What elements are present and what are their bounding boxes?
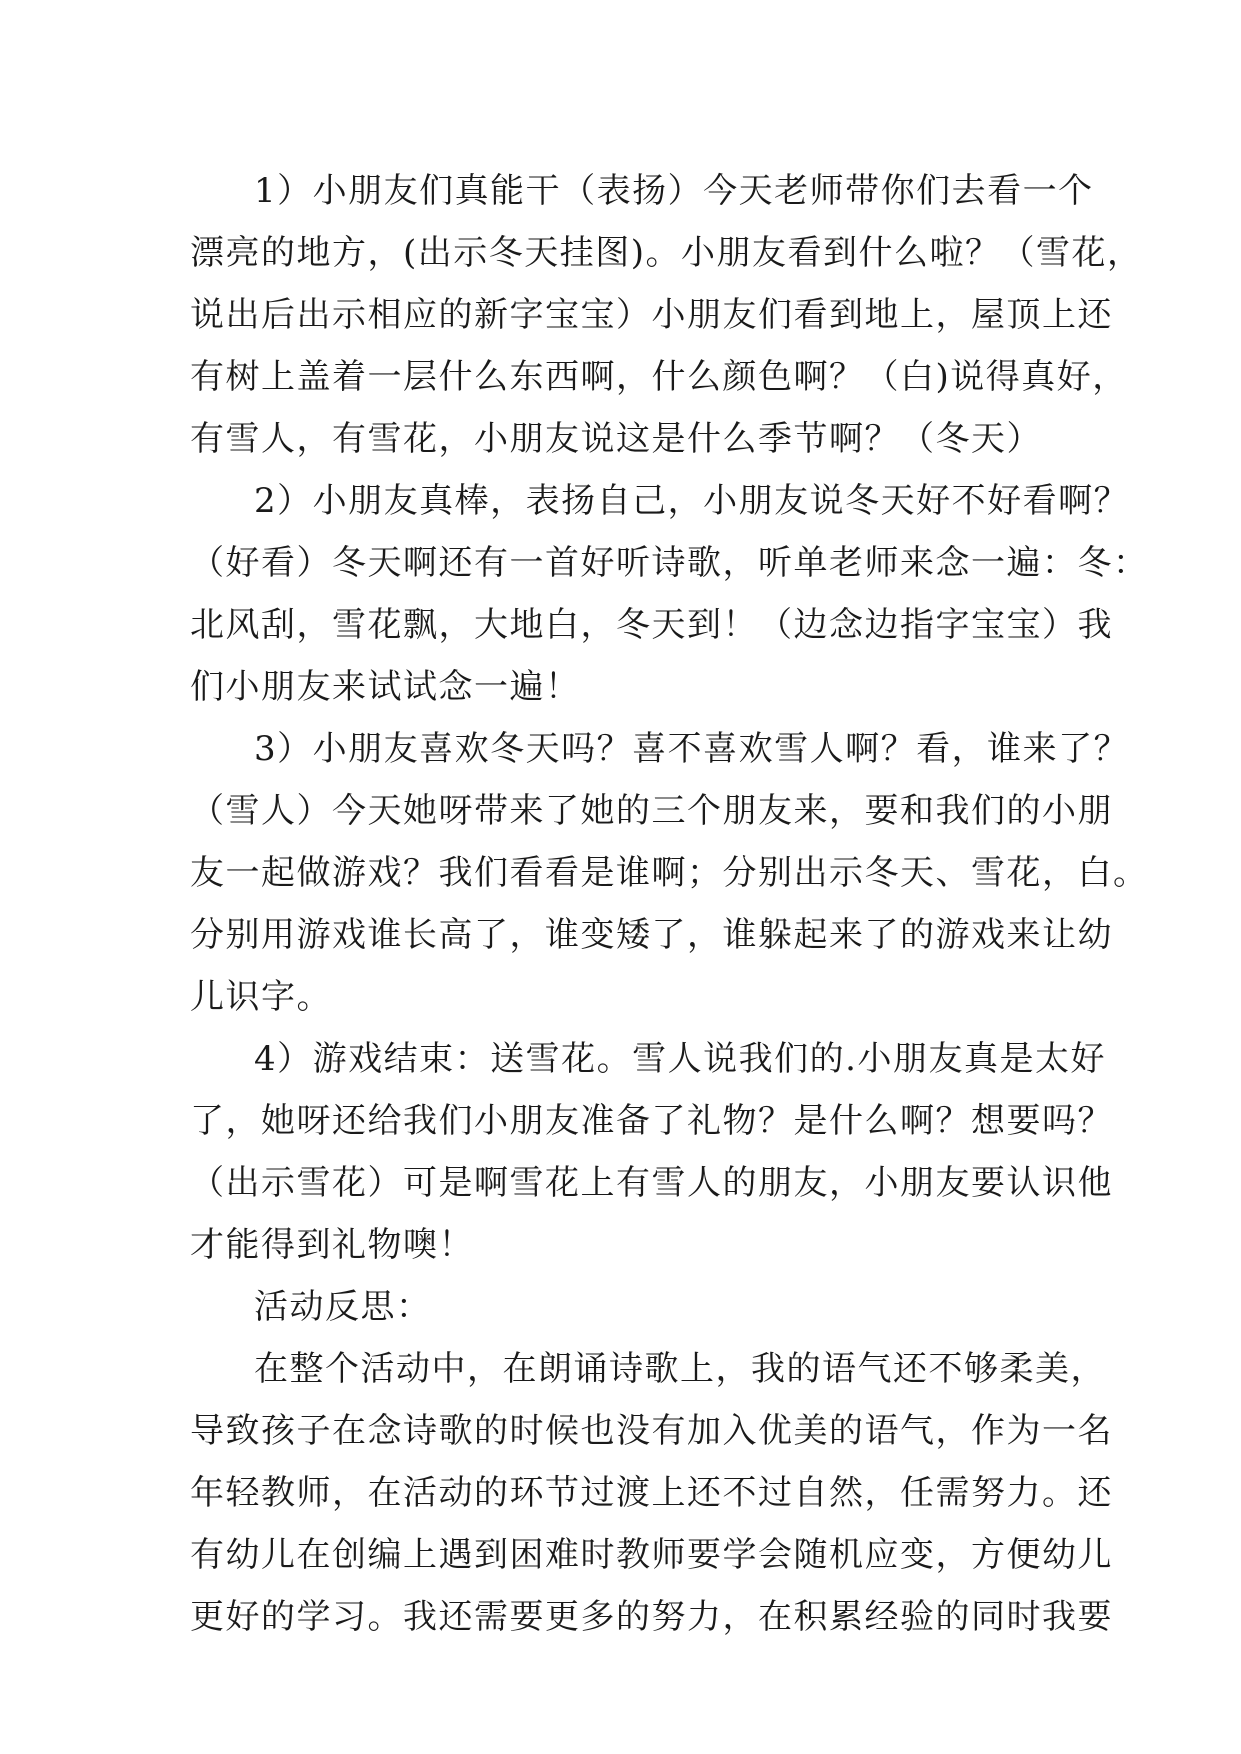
- document-body: [190, 160, 1149, 1648]
- text-line: 有幼儿在创编上遇到困难时教师要学会随机应变，方便幼儿: [190, 1535, 1113, 1575]
- paragraph-step-2: [190, 470, 1149, 718]
- text-line: 说出后出示相应的新字宝宝）小朋友们看到地上，屋顶上还: [190, 295, 1113, 335]
- paragraph-reflection: [190, 1338, 1113, 1648]
- text-line: 4）游戏结束：送雪花。雪人说我们的.小朋友真是太好: [254, 1039, 1106, 1079]
- text-line: 有雪人，有雪花，小朋友说这是什么季节啊？（冬天）: [190, 419, 1042, 459]
- paragraph-step-1: [190, 160, 1143, 470]
- paragraph-step-3: [190, 718, 1149, 1028]
- text-line: 友一起做游戏？我们看看是谁啊；分别出示冬天、雪花，白。: [190, 853, 1149, 893]
- text-line: 才能得到礼物噢！: [190, 1225, 474, 1265]
- text-line: 们小朋友来试试念一遍！: [190, 667, 581, 707]
- section-heading-reflection: [190, 1276, 1070, 1338]
- text-line: 分别用游戏谁长高了，谁变矮了，谁躲起来了的游戏来让幼: [190, 915, 1113, 955]
- text-line: 2）小朋友真棒，表扬自己，小朋友说冬天好不好看啊？: [254, 481, 1130, 521]
- text-line: 导致孩子在念诗歌的时候也没有加入优美的语气，作为一名: [190, 1411, 1113, 1451]
- text-line: （好看）冬天啊还有一首好听诗歌，听单老师来念一遍：冬：: [190, 543, 1149, 583]
- text-line: （出示雪花）可是啊雪花上有雪人的朋友，小朋友要认识他: [190, 1163, 1113, 1203]
- paragraph-step-4: [190, 1028, 1113, 1276]
- text-line: 3）小朋友喜欢冬天吗？喜不喜欢雪人啊？看，谁来了？: [254, 729, 1130, 769]
- text-line: 活动反思：: [254, 1287, 432, 1327]
- text-line: 北风刮，雪花飘，大地白，冬天到！（边念边指字宝宝）我: [190, 605, 1113, 645]
- text-line: （雪人）今天她呀带来了她的三个朋友来，要和我们的小朋: [190, 791, 1113, 831]
- text-line: 漂亮的地方，(出示冬天挂图)。小朋友看到什么啦？（雪花，: [190, 233, 1143, 273]
- text-line: 儿识字。: [190, 977, 332, 1017]
- text-line: 年轻教师，在活动的环节过渡上还不过自然，任需努力。还: [190, 1473, 1113, 1513]
- text-line: 更好的学习。我还需要更多的努力，在积累经验的同时我要: [190, 1597, 1113, 1637]
- text-line: 有树上盖着一层什么东西啊，什么颜色啊？（白)说得真好，: [190, 357, 1128, 397]
- text-line: 了，她呀还给我们小朋友准备了礼物？是什么啊？想要吗？: [190, 1101, 1113, 1141]
- text-line: 1）小朋友们真能干（表扬）今天老师带你们去看一个: [254, 171, 1094, 211]
- text-line: 在整个活动中，在朗诵诗歌上，我的语气还不够柔美，: [254, 1349, 1106, 1389]
